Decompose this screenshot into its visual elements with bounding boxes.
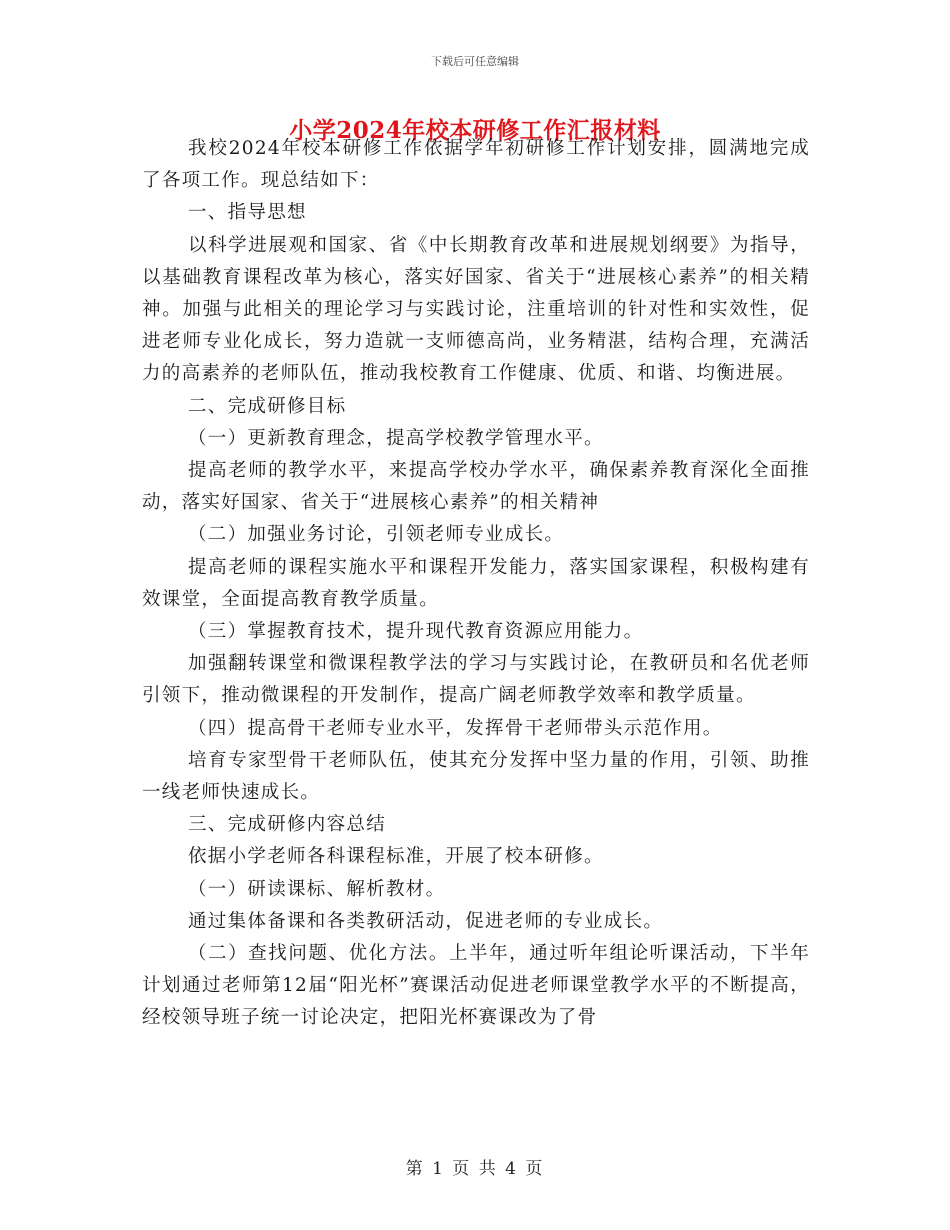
subsection-heading: （一）研读课标、解析教材。 [188,878,446,900]
section-heading: 三、完成研修内容总结 [188,814,387,836]
paragraph: 培育专家型骨干老师队伍，使其充分发挥中坚力量的作用，引领、助推一线老师快速成长。 [142,749,810,804]
document-title: 小学2024年校本研修工作汇报材料 [289,117,661,144]
page-footer: 第 1 页 共 4 页 [405,1159,545,1179]
subsection-heading: （四）提高骨干老师专业水平，发挥骨干老师带头示范作用。 [188,717,723,739]
paragraph: 通过集体备课和各类教研活动，促进老师的专业成长。 [188,910,664,932]
paragraph: 提高老师的课程实施水平和课程开发能力，落实国家课程，积极构建有效课堂，全面提高教育教学质量。 [142,556,810,610]
document-body [142,133,810,1035]
paragraph: 依据小学老师各科课程标准，开展了校本研修。 [188,846,604,868]
section-heading: 二、完成研修目标 [188,395,347,417]
subsection-heading: （一）更新教育理念，提高学校教学管理水平。 [188,427,604,449]
subsection-heading: （二）加强业务讨论，引领老师专业成长。 [188,524,565,546]
subsection-heading: （三）掌握教育技术，提升现代教育资源应用能力。 [188,621,644,643]
paragraph: 我校2024年校本研修工作依据学年初研修工作计划安排，圆满地完成了各项工作。现总结如下： [142,138,810,192]
paragraph: 以科学进展观和国家、省《中长期教育改革和进展规划纲要》为指导，以基础教育课程改革为核心，落实好国家、省关于“进展核心素养”的相关精神。加强与此相关的理论学习与实践讨论，注重培训的针对性和实效性，促进老师专业化成长，努力造就一支师德高尚，业务精湛，结构合理，充满活力的高素养的老师队伍，推动我校教育工作健康、优质、和谐、均衡进展。 [142,234,810,385]
paragraph: 提高老师的教学水平，来提高学校办学水平，确保素养教育深化全面推动，落实好国家、省关于“进展核心素养”的相关精神 [142,460,810,514]
section-heading: 一、指导思想 [188,202,307,224]
paragraph: 加强翻转课堂和微课程教学法的学习与实践讨论，在教研员和名优老师引领下，推动微课程的开发制作，提高广阔老师教学效率和教学质量。 [142,653,810,707]
header-note: 下载后可任意编辑 [431,55,519,68]
paragraph: （二）查找问题、优化方法。上半年，通过听年组论听课活动，下半年计划通过老师第12届“阳光杯”赛课活动促进老师课堂教学水平的不断提高，经校领导班子统一讨论决定，把阳光杯赛课改为了骨 [142,943,810,1029]
